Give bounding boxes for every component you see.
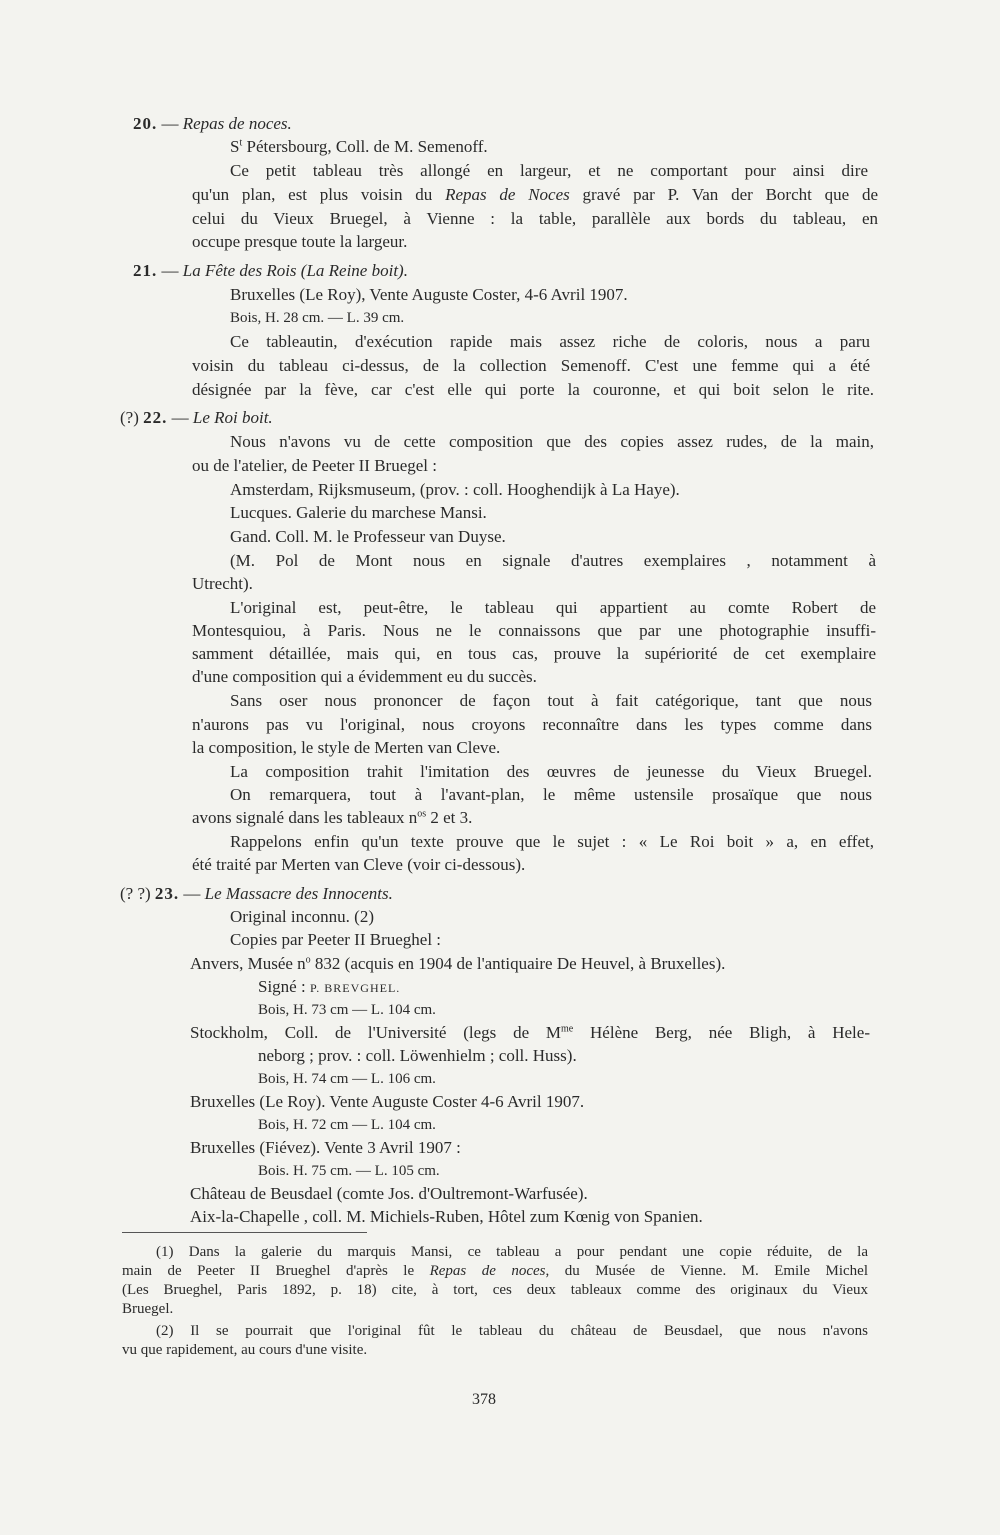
entry-dash: — bbox=[183, 884, 201, 903]
entry-prefix: (?) bbox=[120, 408, 139, 427]
paragraph-line bbox=[192, 807, 472, 829]
entry-20-heading bbox=[133, 113, 292, 135]
copy-dimensions: Bois, H. 72 cm — L. 104 cm. bbox=[258, 1117, 436, 1133]
text: , du Musée de Vienne. M. Emile Michel bbox=[545, 1263, 869, 1279]
entry-21-location: Bruxelles (Le Roy), Vente Auguste Coster, 4-6 Avril 1907. bbox=[230, 285, 628, 304]
superscript: t bbox=[239, 137, 243, 149]
paragraph-line: Amsterdam, Rijksmuseum, (prov. : coll. Hooghendijk à La Haye). bbox=[230, 480, 680, 499]
entry-22-heading bbox=[120, 407, 273, 429]
italic-text: Repas de noces bbox=[429, 1263, 546, 1279]
copy-location: Château de Beusdael (comte Jos. d'Oultremont-Warfusée). bbox=[190, 1184, 588, 1203]
paragraph-line: Gand. Coll. M. le Professeur van Duyse. bbox=[230, 527, 506, 546]
footnote-rule bbox=[122, 1232, 367, 1233]
copy-dimensions: Bois, H. 74 cm — L. 106 cm. bbox=[258, 1071, 436, 1087]
entry-21-heading bbox=[133, 260, 408, 282]
entry-number: 22. bbox=[143, 408, 168, 427]
paragraph-line: ou de l'atelier, de Peeter II Bruegel : bbox=[192, 456, 437, 475]
paragraph-line: (M. Pol de Mont nous en signale d'autres exemplaires , notamment à bbox=[230, 551, 876, 570]
paragraph-line: Nous n'avons vu de cette composition que des copies assez rudes, de la main, bbox=[230, 432, 874, 451]
page-number: 378 bbox=[472, 1391, 496, 1408]
paragraph-line: La composition trahit l'imitation des œuvres de jeunesse du Vieux Bruegel. bbox=[230, 762, 872, 781]
paragraph-line: occupe presque toute la largeur. bbox=[192, 232, 408, 251]
copy-location bbox=[190, 1022, 870, 1044]
text: 2 et 3. bbox=[426, 808, 473, 827]
paragraph-line: la composition, le style de Merten van Cleve. bbox=[192, 738, 501, 757]
paragraph-line: d'une composition qui a évidemment eu du succès. bbox=[192, 667, 537, 686]
text: avons signalé dans les tableaux n bbox=[192, 808, 418, 827]
paragraph-line: On remarquera, tout à l'avant-plan, le même ustensile prosaïque que nous bbox=[230, 785, 872, 804]
footnote-2-line: (2) Il se pourrait que l'original fût le tableau du château de Beusdael, que nous n'avons bbox=[156, 1323, 868, 1339]
entry-title: Le Roi boit. bbox=[192, 408, 273, 427]
paragraph-line: Sans oser nous prononcer de façon tout à fait catégorique, tant que nous bbox=[230, 691, 872, 710]
entry-number: 23. bbox=[154, 884, 180, 903]
paragraph-line: Ce petit tableau très allongé en largeur, et ne comportant pour ainsi dire bbox=[230, 161, 868, 180]
footnote-1-line: (1) Dans la galerie du marquis Mansi, ce tableau a pour pendant une copie réduite, de la bbox=[156, 1244, 868, 1260]
paragraph-line: Lucques. Galerie du marchese Mansi. bbox=[230, 503, 487, 522]
footnote-1-line: (Les Brueghel, Paris 1892, p. 18) cite, à tort, ces deux tableaux comme des originaux du Vieux bbox=[122, 1282, 868, 1298]
text: Anvers, Musée n bbox=[190, 954, 306, 973]
paragraph-line: celui du Vieux Bruegel, à Vienne : la table, parallèle aux bords du tableau, en bbox=[192, 209, 878, 228]
superscript: o bbox=[305, 954, 311, 966]
entry-23-heading bbox=[120, 883, 393, 905]
entry-dash: — bbox=[171, 408, 189, 427]
entry-number: 21. bbox=[133, 261, 158, 280]
paragraph-line bbox=[192, 184, 878, 206]
italic-text: Repas de Noces bbox=[445, 185, 570, 204]
entry-number: 20. bbox=[133, 114, 158, 133]
entry-prefix: (? ?) bbox=[120, 884, 151, 903]
text: Hélène Berg, née Bligh, à Hele- bbox=[573, 1023, 870, 1042]
text: Stockholm, Coll. de l'Université (legs de M bbox=[190, 1023, 562, 1042]
copy-dimensions: Bois, H. 73 cm — L. 104 cm. bbox=[258, 1002, 436, 1018]
text: Signé : bbox=[258, 977, 310, 996]
paragraph-line: Montesquiou, à Paris. Nous ne le connaissons que par une photographie insuffi- bbox=[192, 621, 876, 640]
entry-21-dimensions: Bois, H. 28 cm. — L. 39 cm. bbox=[230, 310, 405, 326]
entry-20-location bbox=[230, 136, 488, 158]
entry-dash: — bbox=[161, 114, 179, 133]
paragraph-line: Copies par Peeter II Brueghel : bbox=[230, 930, 442, 949]
paragraph-line: Ce tableautin, d'exécution rapide mais assez riche de coloris, nous a paru bbox=[230, 332, 870, 351]
copy-location: Bruxelles (Le Roy). Vente Auguste Coster 4-6 Avril 1907. bbox=[190, 1092, 585, 1111]
copy-location: Aix-la-Chapelle , coll. M. Michiels-Ruben, Hôtel zum Kœnig von Spanien. bbox=[190, 1207, 703, 1226]
small-caps-text: P. BREVGHEL. bbox=[309, 981, 401, 995]
paragraph-line: été traité par Merten van Cleve (voir ci-dessous). bbox=[192, 855, 526, 874]
copy-dimensions: Bois. H. 75 cm. — L. 105 cm. bbox=[258, 1163, 440, 1179]
text: Pétersbourg, Coll. de M. Semenoff. bbox=[242, 137, 488, 156]
entry-title: Repas de noces. bbox=[182, 114, 292, 133]
text: S bbox=[230, 137, 240, 156]
paragraph-line: Utrecht). bbox=[192, 574, 253, 593]
paragraph-line: Rappelons enfin qu'un texte prouve que le sujet : « Le Roi boit » a, en effet, bbox=[230, 832, 874, 851]
text: gravé par P. Van der Borcht que de bbox=[569, 185, 878, 204]
entry-title: La Fête des Rois (La Reine boit). bbox=[182, 261, 408, 280]
text: main de Peeter II Brueghel d'après le bbox=[122, 1263, 430, 1279]
text: 832 (acquis en 1904 de l'antiquaire De Heuvel, à Bruxelles). bbox=[310, 954, 726, 973]
paragraph-line: n'aurons pas vu l'original, nous croyons reconnaître dans les types comme dans bbox=[192, 715, 872, 734]
footnote-2-line: vu que rapidement, au cours d'une visite. bbox=[122, 1342, 368, 1358]
copy-signature bbox=[258, 976, 400, 999]
footnote-1-line: Bruegel. bbox=[122, 1301, 174, 1317]
entry-title: Le Massacre des Innocents. bbox=[204, 884, 393, 903]
superscript: me bbox=[561, 1023, 574, 1035]
footnote-1-line bbox=[122, 1262, 868, 1281]
paragraph-line: samment détaillée, mais qui, en tous cas, prouve la supériorité de cet exemplaire bbox=[192, 644, 876, 663]
paragraph-line: Original inconnu. (2) bbox=[230, 907, 374, 926]
text: qu'un plan, est plus voisin du bbox=[192, 185, 446, 204]
paragraph-line: désignée par la fève, car c'est elle qui porte la couronne, et qui boit selon le rite. bbox=[192, 380, 874, 399]
paragraph-line: voisin du tableau ci-dessus, de la collection Semenoff. C'est une femme qui a été bbox=[192, 356, 870, 375]
paragraph-line: L'original est, peut-être, le tableau qui appartient au comte Robert de bbox=[230, 598, 876, 617]
copy-location: Bruxelles (Fiévez). Vente 3 Avril 1907 : bbox=[190, 1138, 461, 1157]
entry-dash: — bbox=[161, 261, 179, 280]
superscript: os bbox=[417, 808, 427, 820]
copy-location: neborg ; prov. : coll. Löwenhielm ; coll. Huss). bbox=[258, 1046, 577, 1065]
copy-location bbox=[190, 953, 725, 975]
